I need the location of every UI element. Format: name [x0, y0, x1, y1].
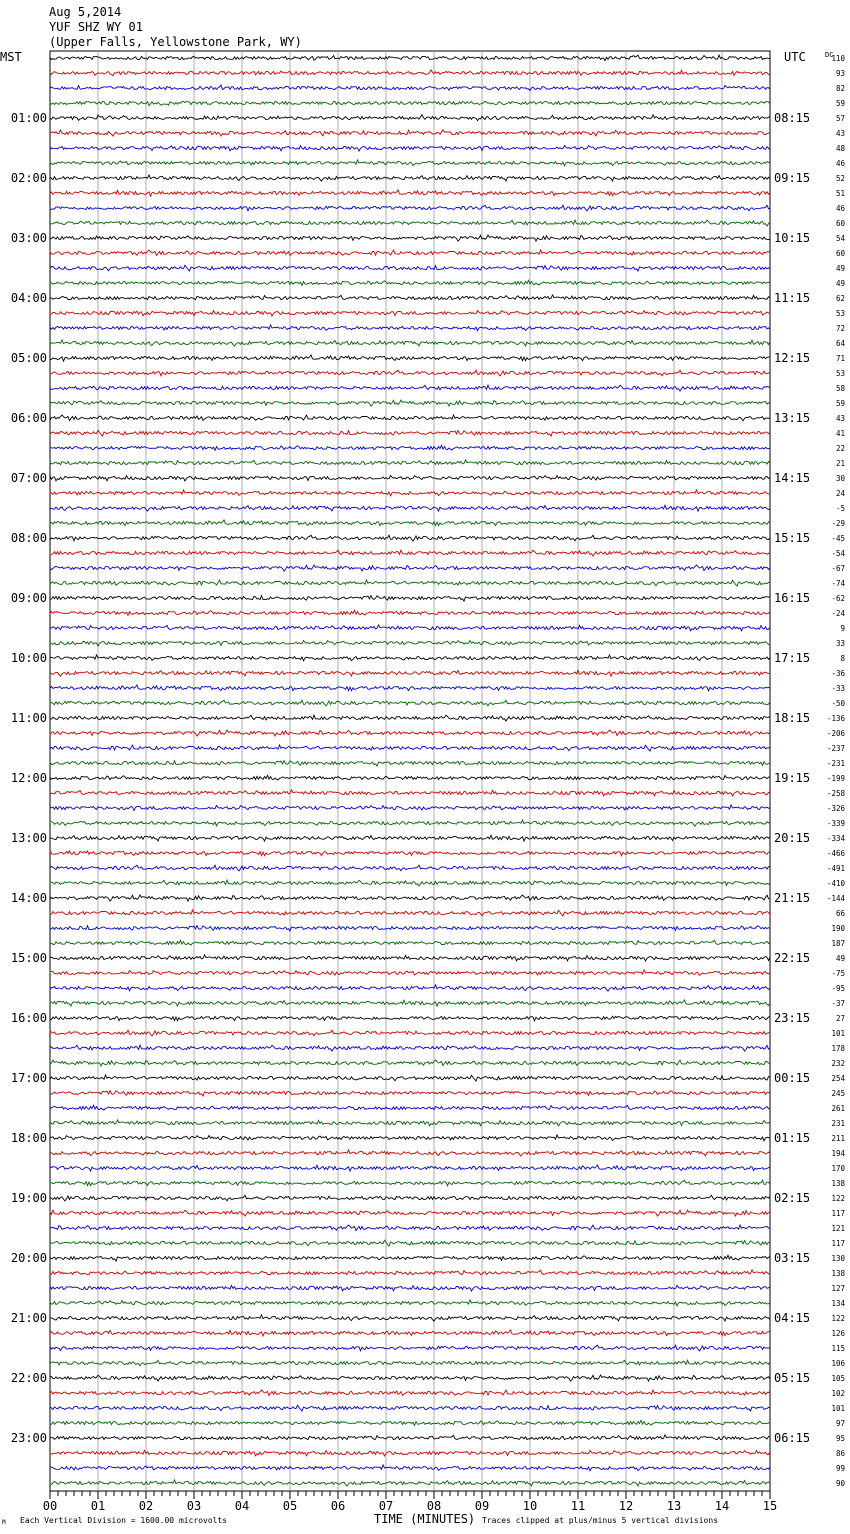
dc-offset-label: 48	[835, 144, 845, 153]
dc-offset-label: 254	[831, 1074, 845, 1083]
corner-mark: M	[2, 1519, 6, 1526]
dc-offset-label: -491	[826, 864, 845, 873]
utc-hour-label: 21:15	[774, 891, 811, 905]
dc-offset-label: 117	[831, 1209, 845, 1218]
x-tick-label: 02	[138, 1499, 154, 1513]
dc-offset-label: 46	[835, 204, 845, 213]
mst-hour-label: 23:00	[10, 1431, 47, 1445]
dc-offset-label: -50	[831, 699, 845, 708]
dc-offset-label: 106	[831, 1359, 845, 1368]
dc-offset-label: -37	[831, 999, 845, 1008]
dc-offset-label: 43	[835, 414, 845, 423]
utc-hour-label: 08:15	[774, 111, 811, 125]
mst-hour-label: 04:00	[10, 291, 47, 305]
dc-label: DC	[825, 51, 834, 59]
dc-offset-label: -54	[831, 549, 845, 558]
utc-hour-label: 06:15	[774, 1431, 811, 1445]
clip-note: Traces clipped at plus/minus 5 vertical divisions	[482, 1516, 719, 1525]
x-tick-label: 03	[186, 1499, 202, 1513]
dc-offset-label: 121	[831, 1224, 845, 1233]
x-tick-label: 07	[378, 1499, 394, 1513]
utc-hour-label: 14:15	[774, 471, 811, 485]
dc-offset-label: 97	[835, 1419, 845, 1428]
dc-offset-label: 138	[831, 1179, 845, 1188]
dc-offset-label: -410	[826, 879, 845, 888]
x-tick-label: 12	[618, 1499, 634, 1513]
dc-offset-label: -466	[826, 849, 845, 858]
dc-offset-labels	[827, 54, 846, 1488]
dc-offset-label: 72	[835, 324, 845, 333]
dc-offset-label: 245	[831, 1089, 845, 1098]
dc-offset-label: 49	[835, 264, 845, 273]
dc-offset-label: 52	[835, 174, 845, 183]
mst-hour-label: 18:00	[10, 1131, 47, 1145]
utc-hour-label: 04:15	[774, 1311, 811, 1325]
dc-offset-label: -258	[826, 789, 845, 798]
dc-offset-label: 46	[835, 159, 845, 168]
dc-offset-label: 110	[831, 54, 845, 63]
mst-hour-label: 19:00	[10, 1191, 47, 1205]
mst-hour-label: 15:00	[10, 951, 47, 965]
dc-offset-label: 122	[831, 1194, 845, 1203]
dc-offset-label: 49	[835, 279, 845, 288]
dc-offset-label: 59	[835, 399, 845, 408]
utc-hour-label: 16:15	[774, 591, 811, 605]
dc-offset-label: -36	[831, 669, 845, 678]
station-label: YUF SHZ WY 01	[49, 20, 143, 34]
dc-offset-label: 261	[831, 1104, 845, 1113]
dc-offset-label: 43	[835, 129, 845, 138]
dc-offset-label: -5	[835, 504, 845, 513]
dc-offset-label: 53	[835, 369, 845, 378]
dc-offset-label: -199	[826, 774, 845, 783]
dc-offset-label: 95	[835, 1434, 845, 1443]
dc-offset-label: -326	[826, 804, 845, 813]
dc-offset-label: 33	[835, 639, 845, 648]
dc-offset-label: 60	[835, 219, 845, 228]
dc-offset-label: -237	[826, 744, 845, 753]
dc-offset-label: 9	[840, 624, 845, 633]
dc-offset-label: 58	[835, 384, 845, 393]
x-tick-label: 14	[714, 1499, 730, 1513]
utc-hour-label: 10:15	[774, 231, 811, 245]
dc-offset-label: 90	[835, 1479, 845, 1488]
dc-offset-label: 86	[835, 1449, 845, 1458]
x-tick-label: 05	[282, 1499, 298, 1513]
mst-hour-label: 09:00	[10, 591, 47, 605]
dc-offset-label: 82	[835, 84, 845, 93]
utc-hour-label: 01:15	[774, 1131, 811, 1145]
utc-hour-label: 17:15	[774, 651, 811, 665]
dc-offset-label: 190	[831, 924, 845, 933]
mst-hour-label: 17:00	[10, 1071, 47, 1085]
x-tick-label: 13	[666, 1499, 682, 1513]
mst-hour-label: 07:00	[10, 471, 47, 485]
dc-offset-label: 57	[835, 114, 845, 123]
dc-offset-label: 60	[835, 249, 845, 258]
dc-offset-label: 51	[835, 189, 845, 198]
utc-hour-label: 23:15	[774, 1011, 811, 1025]
dc-offset-label: 231	[831, 1119, 845, 1128]
dc-offset-label: 27	[835, 1014, 845, 1023]
x-tick-label: 04	[234, 1499, 250, 1513]
utc-hour-label: 05:15	[774, 1371, 811, 1385]
left-timezone-label: MST	[0, 50, 22, 64]
mst-hour-label: 20:00	[10, 1251, 47, 1265]
dc-offset-label: 71	[835, 354, 845, 363]
dc-offset-label: -24	[831, 609, 845, 618]
dc-offset-label: 99	[835, 1464, 845, 1473]
dc-offset-label: -75	[831, 969, 845, 978]
mst-hour-label: 06:00	[10, 411, 47, 425]
dc-offset-label: -206	[826, 729, 845, 738]
utc-hour-label: 00:15	[774, 1071, 811, 1085]
x-tick-label: 01	[90, 1499, 106, 1513]
mst-hour-label: 12:00	[10, 771, 47, 785]
dc-offset-label: 178	[831, 1044, 845, 1053]
x-tick-label: 15	[762, 1499, 778, 1513]
x-tick-label: 09	[474, 1499, 490, 1513]
mst-hour-label: 10:00	[10, 651, 47, 665]
dc-offset-label: -45	[831, 534, 845, 543]
dc-offset-label: 101	[831, 1029, 845, 1038]
dc-offset-label: 211	[831, 1134, 845, 1143]
x-tick-label: 10	[522, 1499, 538, 1513]
dc-offset-label: 54	[835, 234, 845, 243]
dc-offset-label: -231	[826, 759, 845, 768]
dc-offset-label: 64	[835, 339, 845, 348]
mst-hour-label: 21:00	[10, 1311, 47, 1325]
mst-hour-label: 08:00	[10, 531, 47, 545]
dc-offset-label: 138	[831, 1269, 845, 1278]
dc-offset-label: 66	[835, 909, 845, 918]
mst-hour-label: 02:00	[10, 171, 47, 185]
x-axis-title: TIME (MINUTES)	[374, 1512, 476, 1526]
dc-offset-label: -62	[831, 594, 845, 603]
dc-offset-label: 126	[831, 1329, 845, 1338]
dc-offset-label: -67	[831, 564, 845, 573]
dc-offset-label: 115	[831, 1344, 845, 1353]
dc-offset-label: -144	[826, 894, 845, 903]
utc-hour-label: 11:15	[774, 291, 811, 305]
dc-offset-label: 117	[831, 1239, 845, 1248]
mst-hour-label: 22:00	[10, 1371, 47, 1385]
utc-hour-label: 18:15	[774, 711, 811, 725]
dc-offset-label: 194	[831, 1149, 845, 1158]
right-timezone-label: UTC	[784, 50, 806, 64]
mst-hour-label: 05:00	[10, 351, 47, 365]
dc-offset-label: 30	[835, 474, 845, 483]
mst-hour-label: 03:00	[10, 231, 47, 245]
mst-hour-label: 01:00	[10, 111, 47, 125]
dc-offset-label: -334	[826, 834, 845, 843]
dc-offset-label: 22	[835, 444, 845, 453]
utc-hour-label: 12:15	[774, 351, 811, 365]
dc-offset-label: 21	[835, 459, 845, 468]
mst-hour-label: 11:00	[10, 711, 47, 725]
dc-offset-label: 49	[835, 954, 845, 963]
time-axis	[43, 1491, 777, 1513]
dc-offset-label: 102	[831, 1389, 845, 1398]
utc-hour-label: 20:15	[774, 831, 811, 845]
scale-note: Each Vertical Division = 1600.00 microvolts	[20, 1516, 228, 1525]
dc-offset-label: 101	[831, 1404, 845, 1413]
dc-offset-label: 122	[831, 1314, 845, 1323]
x-tick-label: 06	[330, 1499, 346, 1513]
utc-hour-label: 03:15	[774, 1251, 811, 1265]
mst-hour-labels	[11, 111, 47, 1445]
dc-offset-label: 170	[831, 1164, 845, 1173]
dc-offset-label: 93	[835, 69, 845, 78]
mst-hour-label: 16:00	[10, 1011, 47, 1025]
x-tick-label: 08	[426, 1499, 442, 1513]
dc-offset-label: -29	[831, 519, 845, 528]
dc-offset-label: 8	[840, 654, 845, 663]
dc-offset-label: 105	[831, 1374, 845, 1383]
x-tick-label: 00	[42, 1499, 58, 1513]
dc-offset-label: 24	[835, 489, 845, 498]
dc-offset-label: -95	[831, 984, 845, 993]
dc-offset-label: 232	[831, 1059, 845, 1068]
dc-offset-label: 59	[835, 99, 845, 108]
dc-offset-label: 127	[831, 1284, 845, 1293]
utc-hour-label: 13:15	[774, 411, 811, 425]
dc-offset-label: -339	[826, 819, 845, 828]
dc-offset-label: -33	[831, 684, 845, 693]
dc-offset-label: 62	[835, 294, 845, 303]
dc-offset-label: 134	[831, 1299, 845, 1308]
utc-hour-label: 22:15	[774, 951, 811, 965]
dc-offset-label: 187	[831, 939, 845, 948]
dc-offset-label: -74	[831, 579, 845, 588]
dc-offset-label: -136	[826, 714, 845, 723]
mst-hour-label: 13:00	[10, 831, 47, 845]
utc-hour-label: 15:15	[774, 531, 811, 545]
utc-hour-label: 19:15	[774, 771, 811, 785]
dc-offset-label: 53	[835, 309, 845, 318]
location-label: (Upper Falls, Yellowstone Park, WY)	[49, 35, 302, 49]
dc-offset-label: 41	[835, 429, 845, 438]
utc-hour-labels	[774, 111, 810, 1445]
utc-hour-label: 09:15	[774, 171, 811, 185]
dc-offset-label: 130	[831, 1254, 845, 1263]
x-tick-label: 11	[570, 1499, 586, 1513]
utc-hour-label: 02:15	[774, 1191, 811, 1205]
mst-hour-label: 14:00	[10, 891, 47, 905]
date-label: Aug 5,2014	[49, 5, 122, 19]
